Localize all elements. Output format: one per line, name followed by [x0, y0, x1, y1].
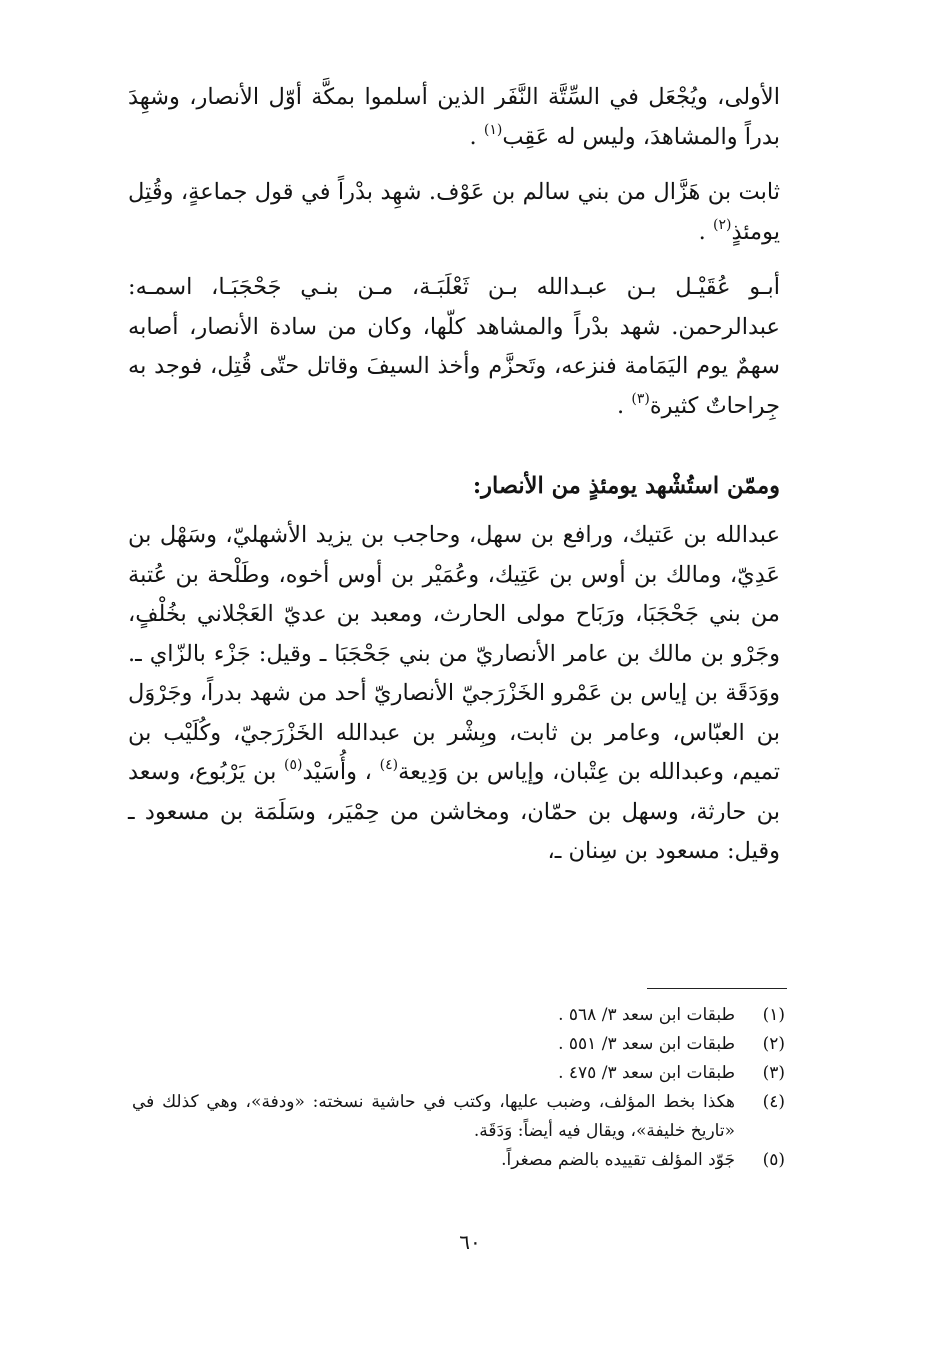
- footnote-text: هكذا بخط المؤلف، وضبب عليها، وكتب في حاشية نسخته: «ودفة»، وهي كذلك في «تاريخ خليفة»، ويقال فيه أيضاً: وَدَقَة.: [132, 1092, 735, 1141]
- page-number: ٦٠: [459, 1230, 481, 1254]
- footnote-number: (٣): [762, 1063, 785, 1083]
- footnote: [132, 1030, 785, 1059]
- footnote-divider: [647, 988, 787, 989]
- footnote-number: (٢): [762, 1034, 785, 1054]
- footnote-ref: (٤): [379, 757, 399, 774]
- footnote: [132, 1001, 785, 1030]
- paragraph-text: عبدالله بن عَتيك، ورافع بن سهل، وحاجب بن يزيد الأشهليّ، وسَهْل بن عَدِيّ، ومالك بن أوس بن عَتِيك، وعُمَيْر بن أوس أخوه، وطَلْحة بن عُتبة من بني جَحْجَبَا، ورَبَاح مولى الحارث، ومعبد بن عديّ العَجْلاني بخُلْفٍ، وجَرْو بن مالك بن عامر الأنصاريّ من بني جَحْجَبَا ـ وقيل: جَزْء بالزّاي ـ. ووَدَقَة بن إياس بن عَمْرو الخَزْرَجيّ الأنصاريّ أحد من شهد بدراً، وجَرْوَل بن العبّاس، وعامر بن ثابت، وبِشْر بن عبدالله الخَزْرَجيّ، وكُلَيْب بن تميم، وعبدالله بن عِتْبان، وإياس بن وَدِيعة: [128, 522, 780, 785]
- footnote-text: جَوّد المؤلف تقييده بالضم مصغراً.: [501, 1150, 735, 1170]
- paragraph-end: .: [698, 218, 713, 245]
- footnotes: [132, 1001, 785, 1175]
- section-heading: وممّن استُشْهد يومئذٍ من الأنصار:: [472, 473, 780, 499]
- paragraph-text: ثابت بن هَزَّال من بني سالم بن عَوْف. شهِد بدْراً في قول جماعةٍ، وقُتِل يومئذٍ: [128, 179, 780, 245]
- footnote: [132, 1146, 785, 1175]
- footnote: [132, 1059, 785, 1088]
- footnote-ref: (٥): [283, 757, 303, 774]
- footnote-ref: (١): [483, 121, 503, 138]
- paragraph-end: .: [469, 123, 484, 150]
- footnote-number: (٥): [762, 1150, 785, 1170]
- paragraph-2: [128, 173, 780, 252]
- paragraph-end: .: [617, 392, 632, 419]
- paragraph-1: [128, 78, 780, 157]
- footnote-text: طبقات ابن سعد ٣/ ٥٦٨ .: [558, 1005, 735, 1025]
- main-text: [128, 78, 780, 872]
- paragraph-text: ، وأُسَيْد: [302, 759, 380, 785]
- footnote-ref: (٢): [712, 216, 732, 233]
- paragraph-list: [128, 516, 780, 872]
- paragraph-text: الأولى، ويُجْعَل في السِّتَّة النَّفَر الذين أسلموا بمكَّة أوّل الأنصار، وشهِدَ بدراً والمشاهدَ، وليس له عَقِب: [128, 84, 780, 150]
- footnote-number: (٤): [762, 1092, 785, 1112]
- paragraph-text: بن يَرْبُوع، وسعد بن حارثة، وسهل بن حمّان، ومخاشن من حِمْيَر، وسَلَمَة بن مسعود ـ وقيل: مسعود بن سِنان ـ،: [128, 759, 780, 864]
- footnote-text: طبقات ابن سعد ٣/ ٤٧٥ .: [558, 1063, 735, 1083]
- paragraph-text: أبـو عُقَيْـل بـن عبـدالله بـن ثَعْلَبَـة، مـن بنـي جَحْجَبَـا، اسمـه: عبدالرحمن. شهد بدْراً والمشاهد كلّها، وكان من سادة الأنصار، أصابه سهمٌ يوم اليَمَامة فنزعه، وتَحزَّم وأخذ السيفَ وقاتل حتّى قُتِل، فوجد به جِراحاتٌ كثيرة: [128, 274, 780, 419]
- footnote-ref: (٣): [631, 390, 650, 407]
- paragraph-3: [128, 268, 780, 426]
- footnote-number: (١): [762, 1005, 785, 1025]
- footnote-text: طبقات ابن سعد ٣/ ٥٥١ .: [558, 1034, 735, 1054]
- footnote: [132, 1088, 785, 1146]
